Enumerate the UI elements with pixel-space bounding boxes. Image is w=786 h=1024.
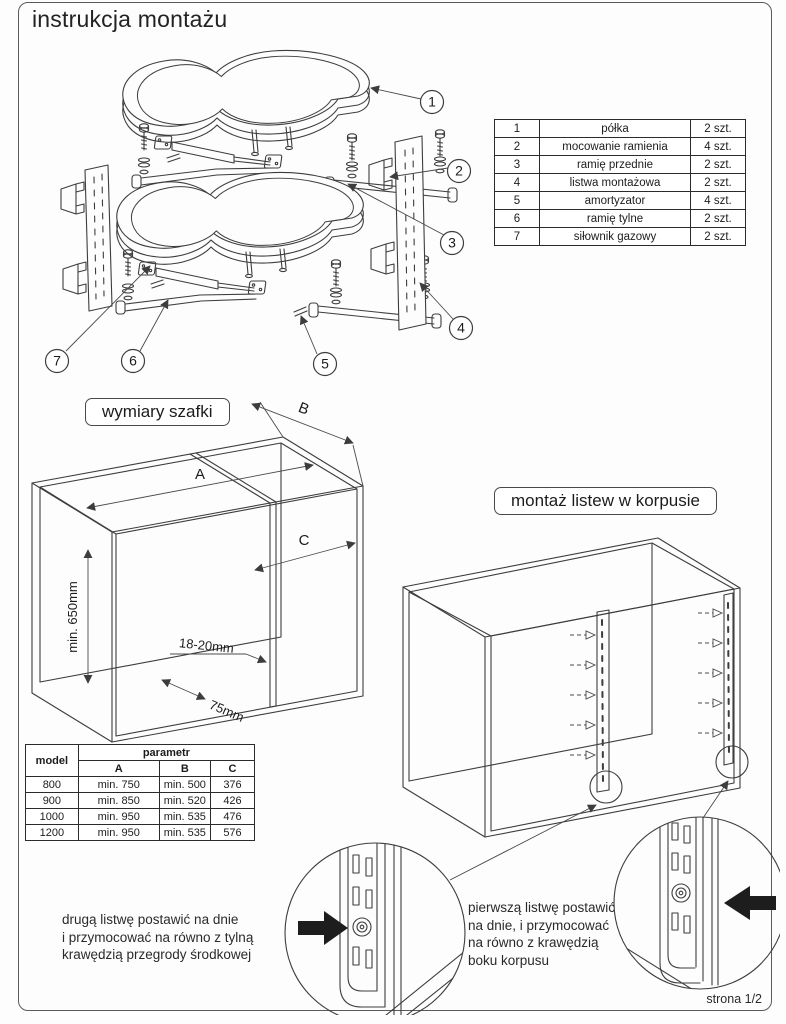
callout-5	[314, 353, 337, 376]
note-first-rail: pierwszą listwę postawić na dnie, i przymocować na równo z krawędzią boku korpusu	[468, 900, 616, 968]
screw-arrow-icons	[570, 609, 722, 759]
dim-label-c: C	[298, 532, 310, 549]
dim-label-b: B	[295, 399, 312, 419]
table-row: 1200 min. 950 min. 535 576	[26, 825, 255, 841]
detail-circle-second-rail	[285, 843, 472, 1015]
page-number: strona 1/2	[706, 992, 762, 1006]
exploded-assembly-diagram	[20, 38, 485, 390]
callout-6	[122, 350, 145, 373]
arrow-left-icon	[724, 886, 776, 920]
kidney-shelf-top	[123, 50, 370, 155]
dims-header-parameter: parametr	[78, 745, 254, 761]
svg-text:1: 1	[428, 93, 436, 110]
mounting-rail-right	[369, 136, 426, 330]
dim-label-divider: 18-20mm	[178, 635, 235, 656]
rail-cabinet-wireframe	[403, 538, 740, 837]
mounting-rail-left	[61, 165, 112, 311]
svg-text:2: 2	[455, 162, 463, 179]
dim-label-a: A	[194, 466, 206, 483]
note-second-rail: drugą listwę postawić na dnie i przymocować na równo z tylną krawędzią przegrody środkowej	[62, 912, 254, 963]
table-row: 5 amortyzator 4 szt.	[495, 192, 746, 210]
table-row: 7 siłownik gazowy 2 szt.	[495, 228, 746, 246]
page-title: instrukcja montażu	[32, 6, 228, 32]
svg-text:5: 5	[321, 355, 329, 372]
table-row: 3 ramię przednie 2 szt.	[495, 156, 746, 174]
table-row: 1 półka 2 szt.	[495, 120, 746, 138]
section-label-rail-mounting: montaż listew w korpusie	[494, 487, 717, 515]
dimensions-table: model parametr A B C 800 min. 750 min. 500 376 900 min. 850 min. 520 426 1000 min. 950 min. 535 476 1200 min. 950 min. 535 576	[25, 744, 255, 841]
dims-header-model: model	[26, 745, 79, 777]
svg-text:6: 6	[129, 352, 137, 369]
dim-label-height: min. 650mm	[65, 581, 80, 653]
table-row: 800 min. 750 min. 500 376	[26, 777, 255, 793]
table-row: 4 listwa montażowa 2 szt.	[495, 174, 746, 192]
svg-text:4: 4	[457, 319, 465, 336]
svg-text:7: 7	[53, 352, 61, 369]
callout-2	[448, 160, 471, 183]
callout-7	[46, 350, 69, 373]
dim-label-front-offset: 75mm	[207, 696, 247, 725]
table-row: 1000 min. 950 min. 535 476	[26, 809, 255, 825]
callout-3	[441, 232, 464, 255]
rail-middle	[590, 610, 622, 803]
detail-circle-first-rail	[612, 815, 780, 1005]
rail-right	[716, 593, 748, 778]
table-row: 900 min. 850 min. 520 426	[26, 793, 255, 809]
callout-1	[421, 91, 444, 114]
section-label-cabinet-dimensions: wymiary szafki	[85, 398, 230, 426]
parts-table	[494, 119, 746, 246]
svg-text:3: 3	[448, 234, 456, 251]
table-row: 6 ramię tylne 2 szt.	[495, 210, 746, 228]
callout-4	[450, 317, 473, 340]
table-row: 2 mocowanie ramienia 4 szt.	[495, 138, 746, 156]
